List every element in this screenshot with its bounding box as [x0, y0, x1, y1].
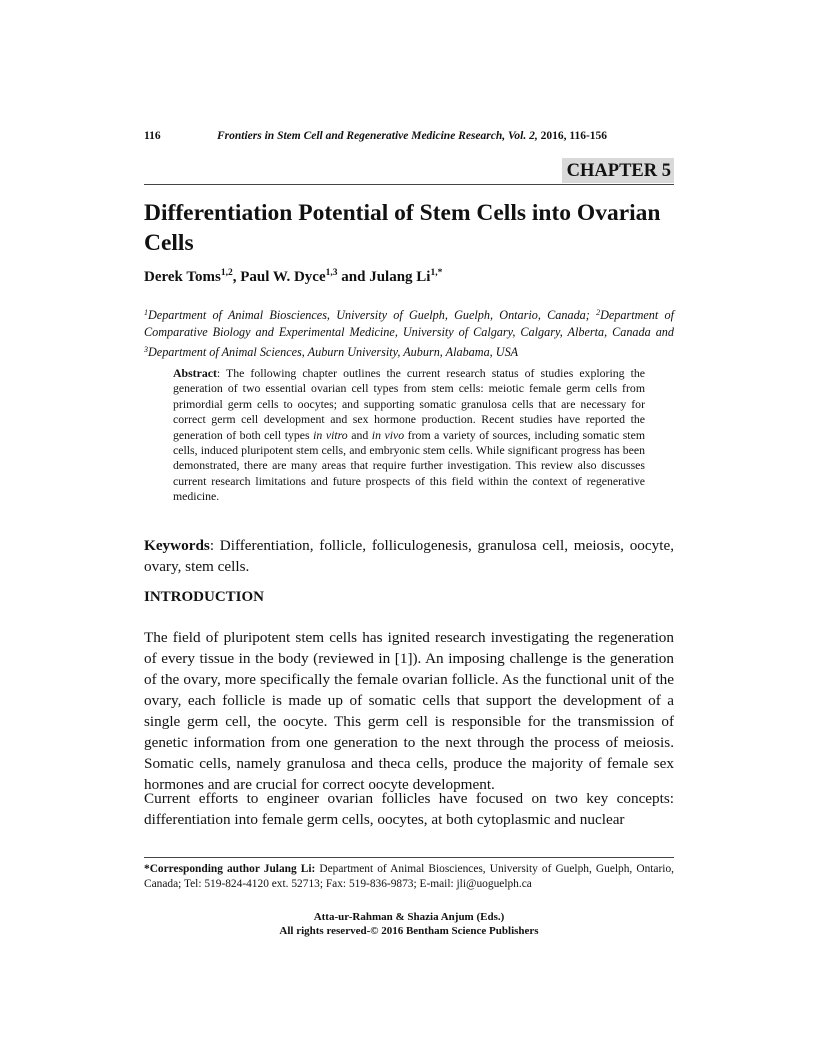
paper-title: Differentiation Potential of Stem Cells into Ovarian Cells [144, 200, 661, 256]
author-affiliation-mark: 1,2 [220, 268, 233, 278]
affiliation-3: Department of Animal Sciences, Auburn University, Auburn, Alabama, USA [148, 345, 519, 359]
affiliation-mark: 2 [596, 308, 601, 317]
corresponding-author-footnote [144, 862, 674, 893]
author-affiliation-mark: 1,3 [325, 268, 338, 278]
footnote-text: Department of Animal Biosciences, University of Guelph, Guelph, Ontario, Canada; Tel: 519-824-4120 ext. 52713; Fax: 519-836-9873; E-mail: jli@uoguelph.ca [144, 863, 674, 891]
rights-line: All rights reserved-© 2016 Bentham Science Publishers [279, 925, 539, 937]
journal-title: Frontiers in Stem Cell and Regenerative Medicine Research, Vol. 2, [217, 130, 538, 142]
abstract-italic-term: in vivo [371, 427, 405, 442]
affiliation-mark: 3 [144, 345, 148, 354]
author-separator: , [232, 269, 241, 285]
affiliation-mark: 1 [144, 308, 148, 317]
journal-year-pages: 2016, 116-156 [537, 130, 608, 142]
author-name: Derek Toms [144, 269, 221, 285]
affiliation-2: Department of Comparative Biology and Experimental Medicine, University of Calgary, Calgary, Alberta, Canada and [144, 308, 675, 339]
author-separator: and [337, 269, 370, 285]
editors-line: Atta-ur-Rahman & Shazia Anjum (Eds.) [313, 911, 505, 923]
author-affiliation-mark: 1,* [430, 268, 443, 278]
author-name: Paul W. Dyce [240, 269, 326, 285]
author-name: Julang Li [369, 269, 431, 285]
author-list [144, 268, 674, 286]
abstract-text: and [347, 427, 372, 442]
chapter-banner [144, 158, 674, 185]
keywords [144, 535, 674, 577]
chapter-label: CHAPTER 5 [562, 158, 674, 183]
affiliation-1: Department of Animal Biosciences, University of Guelph, Guelph, Ontario, Canada; [148, 308, 597, 322]
abstract-label: Abstract [173, 366, 217, 380]
body-paragraph: Current efforts to engineer ovarian follicles have focused on two key concepts: differentiation into female germ cells, oocytes, at both cytoplasmic and nuclear [144, 790, 674, 828]
abstract [173, 366, 645, 505]
body-paragraph: The field of pluripotent stem cells has ignited research investigating the regeneration of every tissue in the body (reviewed in [1]). An imposing challenge is the generation of the ovary, more specifically the female ovarian follicle. As the functional unit of the ovary, each follicle is made up of somatic cells that support the development of a single germ cell, the oocyte. This germ cell is responsible for the transmission of genetic information from one generation to the next through the process of meiosis. Somatic cells, namely granulosa and theca cells, produce the majority of female sex hormones and are crucial for correct oocyte development. [144, 629, 674, 793]
page-number: 116 [144, 130, 161, 142]
keywords-text: : Differentiation, follicle, folliculogenesis, granulosa cell, meiosis, oocyte, ovary, stem cells. [144, 537, 674, 575]
publisher-info [144, 910, 674, 938]
footnote-label: *Corresponding author Julang Li: [144, 863, 316, 875]
abstract-italic-term: in vitro [313, 427, 348, 442]
footnote-divider [144, 857, 674, 858]
abstract-text: : The following chapter outlines the current research status of studies exploring the generation of two essential ovarian cell types from stem cells: meiotic female germ cells from primordial germ cells to oocytes; and supporting somatic granulosa cells that are necessary for correct germ cell development and sex hormone production. Recent studies have reported the generation of both cell types [173, 366, 645, 442]
abstract-text: from a variety of sources, including somatic stem cells, induced pluripotent stem cells, and embryonic stem cells. While significant progress has been demonstrated, there are many areas that require further investigation. This review also discusses current research limitations and future prospects of this field within the context of regenerative medicine. [173, 427, 645, 504]
keywords-label: Keywords [144, 537, 210, 554]
affiliations [144, 304, 674, 361]
journal-citation [217, 130, 607, 142]
section-heading: INTRODUCTION [144, 589, 265, 605]
